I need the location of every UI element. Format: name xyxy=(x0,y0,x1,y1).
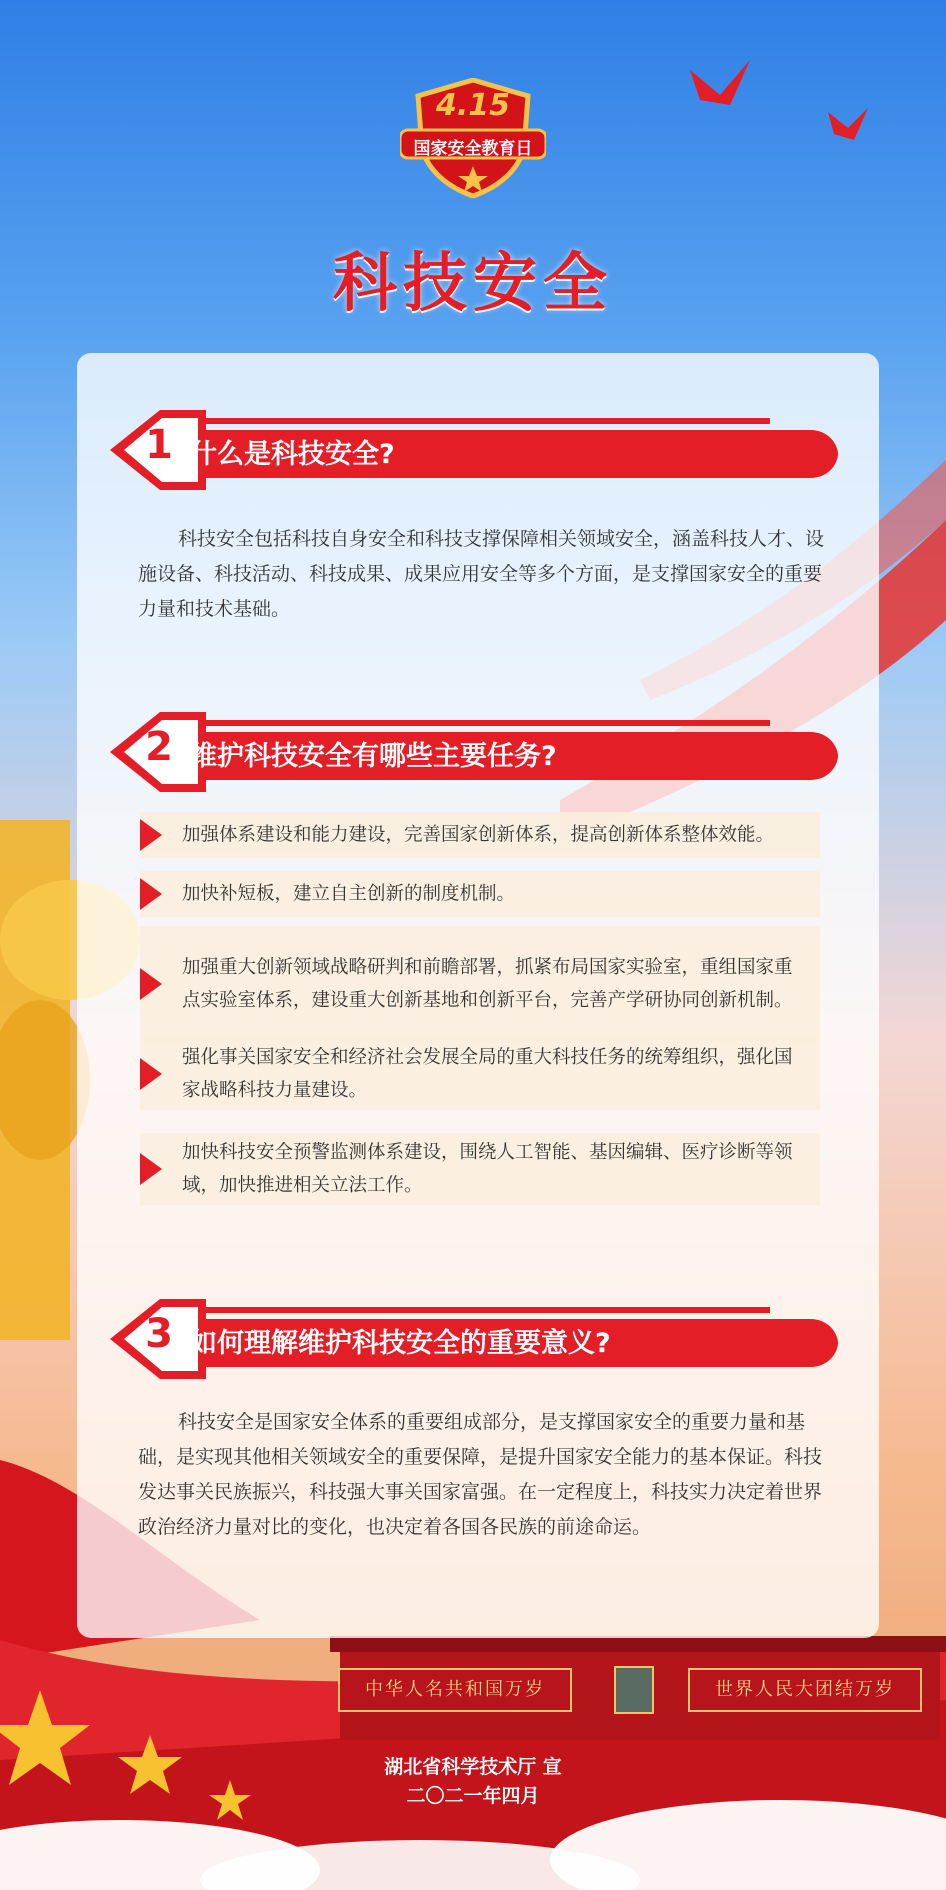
section-3-number: 3 xyxy=(145,1311,173,1357)
section-3-title: 如何理解维护科技安全的重要意义? xyxy=(190,1328,611,1359)
task-item xyxy=(140,1038,820,1110)
section-2-header xyxy=(110,712,838,792)
task-item-text: 加快科技安全预警监测体系建设，围绕人工智能、基因编辑、医疗诊断等领域，加快推进相关立法工作。 xyxy=(182,1142,793,1196)
task-item xyxy=(140,926,820,1042)
gate-plaque-right: 世界人民大团结万岁 xyxy=(688,1668,922,1712)
section-1-number: 1 xyxy=(145,422,173,468)
section-2-number: 2 xyxy=(145,724,173,770)
task-item-text: 强化事关国家安全和经济社会发展全局的重大科技任务的统筹组织，强化国家战略科技力量建设。 xyxy=(182,1047,793,1101)
national-security-day-badge xyxy=(400,78,546,198)
section-2-title: 维护科技安全有哪些主要任务? xyxy=(190,741,557,772)
badge-label: 国家安全教育日 xyxy=(413,139,533,159)
section-3-body: 科技安全是国家安全体系的重要组成部分，是支撑国家安全的重要力量和基础，是实现其他相关领域安全的重要保障，是提升国家安全能力的基本保证。科技发达事关民族振兴，科技强大事关国家富强。在一定程度上，科技实力决定着世界政治经济力量对比的变化，也决定着各国各民族的前途命运。 xyxy=(138,1411,823,1538)
badge-date: 4.15 xyxy=(435,88,511,123)
task-item-text: 加强重大创新领域战略研判和前瞻部署，抓紧布局国家实验室，重组国家重点实验室体系，建设重大创新基地和创新平台，完善产学研协同创新机制。 xyxy=(182,957,793,1011)
footer-date: 二〇二一年四月 xyxy=(406,1785,540,1807)
section-3-header xyxy=(110,1299,838,1379)
task-item-text: 加快补短板，建立自主创新的制度机制。 xyxy=(182,883,516,905)
portrait-image xyxy=(614,1666,654,1714)
gate-plaque-left: 中华人名共和国万岁 xyxy=(338,1668,572,1712)
page-title: 科技安全 xyxy=(333,247,613,321)
footer-organization: 湖北省科学技术厅 宣 xyxy=(384,1756,562,1778)
section-1-title: 什么是科技安全? xyxy=(190,439,395,470)
section-1-body: 科技安全包括科技自身安全和科技支撑保障相关领域安全，涵盖科技人才、设施设备、科技活动、科技成果、成果应用安全等多个方面，是支撑国家安全的重要力量和技术基础。 xyxy=(138,528,825,620)
task-item xyxy=(140,1133,820,1205)
triangle-bullet-icon xyxy=(140,968,162,1000)
task-item xyxy=(140,812,820,858)
triangle-bullet-icon xyxy=(140,878,162,910)
triangle-bullet-icon xyxy=(140,1058,162,1090)
task-item-text: 加强体系建设和能力建设，完善国家创新体系，提高创新体系整体效能。 xyxy=(182,824,775,846)
section-1-header xyxy=(110,410,838,490)
task-item xyxy=(140,871,820,917)
triangle-bullet-icon xyxy=(140,1153,162,1185)
triangle-bullet-icon xyxy=(140,819,162,851)
